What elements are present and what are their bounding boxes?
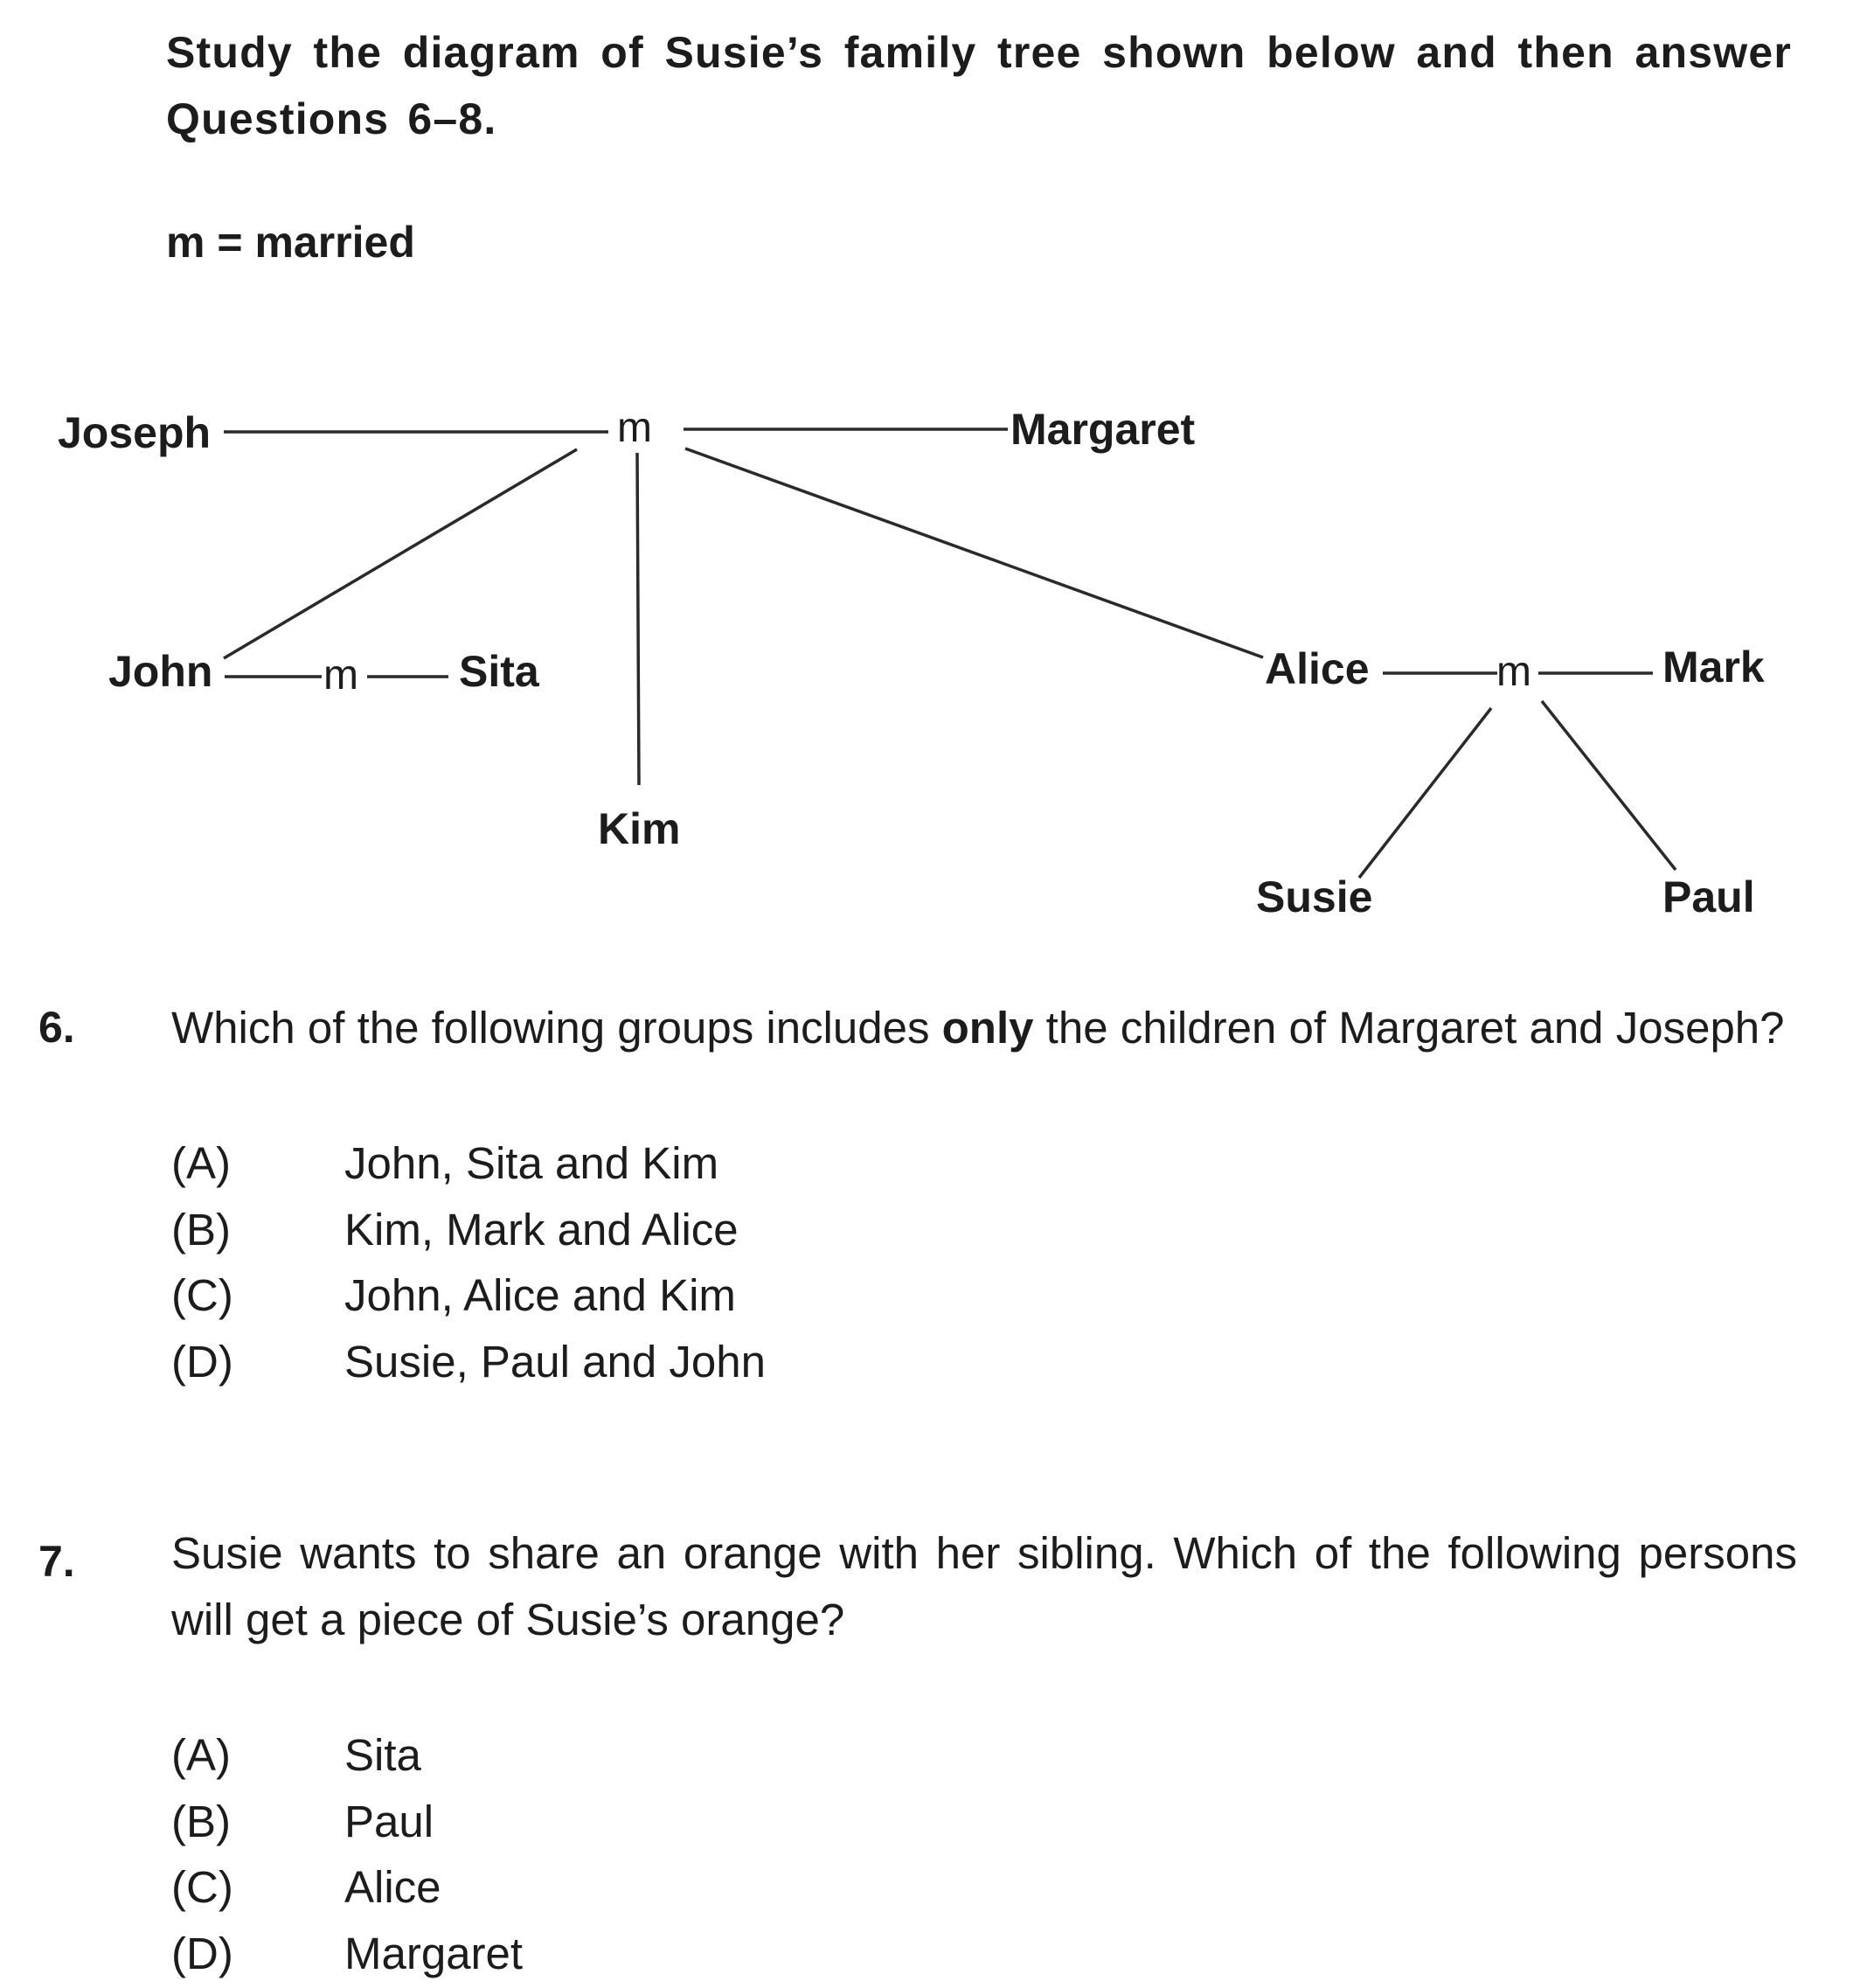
married-marker-alice-mark: m (1496, 649, 1531, 695)
john-descent-line (224, 449, 577, 658)
kim-descent-line (637, 453, 639, 785)
question-6-option-b[interactable] (171, 1197, 766, 1263)
instructions: Study the diagram of Susie’s family tree shown below and then answer Questions 6–8. (166, 28, 1792, 143)
question-6-text-start: Which of the following groups includes (171, 1003, 942, 1053)
option-letter: (C) (171, 1862, 233, 1912)
option-letter: (A) (171, 1138, 231, 1188)
option-letter: (B) (171, 1796, 231, 1846)
node-alice: Alice (1265, 644, 1370, 693)
option-letter: (D) (171, 1928, 233, 1978)
option-text: John, Sita and Kim (344, 1138, 719, 1188)
question-7-number: 7. (38, 1537, 75, 1586)
node-margaret: Margaret (1010, 405, 1196, 454)
question-6-options (171, 1130, 766, 1394)
node-paul: Paul (1662, 872, 1755, 921)
susie-descent-line (1359, 708, 1491, 878)
option-text: Margaret (344, 1928, 524, 1978)
question-6-text (171, 995, 1797, 1061)
paul-descent-line (1542, 701, 1676, 870)
question-6-emphasis: only (941, 1003, 1034, 1053)
question-7-option-a[interactable] (171, 1722, 523, 1789)
option-letter: (B) (171, 1204, 231, 1255)
family-tree-diagram (0, 0, 1874, 944)
node-susie: Susie (1256, 872, 1373, 921)
question-7-option-b[interactable] (171, 1789, 523, 1855)
option-letter: (C) (171, 1270, 233, 1320)
option-letter: (A) (171, 1730, 231, 1780)
question-6-option-a[interactable] (171, 1130, 766, 1197)
married-marker-john-sita: m (323, 652, 358, 699)
question-7-options (171, 1722, 523, 1986)
node-mark: Mark (1662, 643, 1765, 692)
legend: m = married (166, 218, 415, 267)
option-text: Susie, Paul and John (344, 1336, 767, 1387)
alice-descent-line (685, 448, 1263, 657)
node-sita: Sita (459, 647, 539, 696)
option-letter: (D) (171, 1336, 233, 1387)
question-7-option-d[interactable] (171, 1921, 523, 1987)
question-7-text: Susie wants to share an orange with her sibling. Which of the following persons will get a piece of Susie’s orange? (171, 1528, 1797, 1644)
question-6-option-d[interactable] (171, 1329, 766, 1395)
option-text: John, Alice and Kim (344, 1270, 736, 1320)
married-marker-joseph-margaret: m (617, 405, 652, 451)
option-text: Kim, Mark and Alice (344, 1204, 739, 1255)
node-joseph: Joseph (58, 408, 212, 457)
question-6-text-end: the children of Margaret and Joseph? (1033, 1003, 1785, 1053)
option-text: Paul (344, 1796, 434, 1846)
option-text: Alice (344, 1862, 441, 1912)
question-6-number: 6. (38, 1003, 75, 1052)
node-john: John (108, 647, 213, 696)
question-7-option-c[interactable] (171, 1854, 523, 1921)
node-kim: Kim (598, 804, 681, 853)
question-6-option-c[interactable] (171, 1262, 766, 1329)
option-text: Sita (344, 1730, 421, 1780)
